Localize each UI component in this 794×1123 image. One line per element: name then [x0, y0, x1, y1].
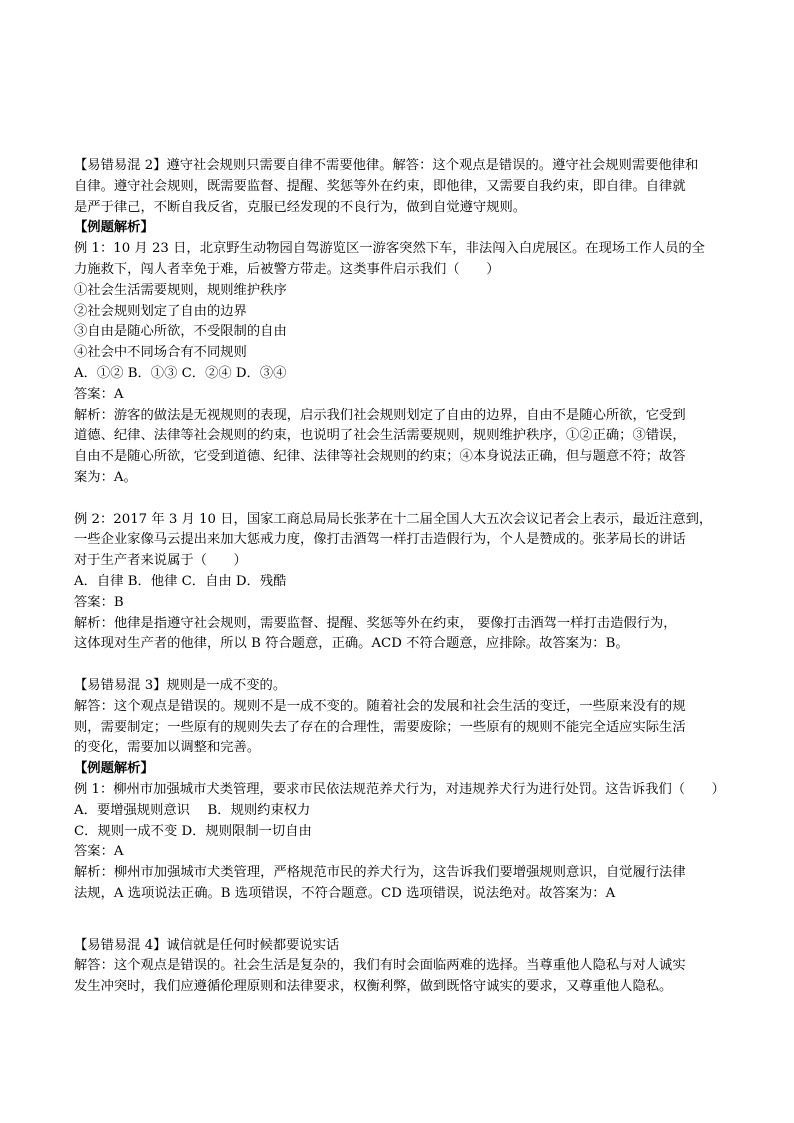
text-line: 道德、纪律、法律等社会规则的约束，也说明了社会生活需要规则，规则维护秩序，①②正确；③错误，	[74, 428, 686, 444]
text-line: 自由不是随心所欲，它受到道德、纪律、法律等社会规则的约束；④本身说法正确，但与题意不符；故答	[74, 449, 686, 465]
text-line: 答案：A	[74, 386, 124, 402]
text-line: 发生冲突时，我们应遵循伦理原则和法律要求，权衡利弊，做到既恪守诚实的要求，又尊重他人隐私。	[74, 979, 673, 995]
text-line: 这体现对生产者的他律，所以 B 符合题意，正确。ACD 不符合题意，应排除。故答案为：B。	[74, 636, 629, 652]
text-line: A．要增强规则意识 B．规则约束权力	[74, 802, 311, 818]
text-line: 例 1：10 月 23 日，北京野生动物园自驾游览区一游客突然下车，非法闯入白虎展区。在现场工作人员的全	[74, 241, 705, 257]
text-line: 例 1：柳州市加强城市犬类管理，要求市民依法规范养犬行为，对违规养犬行为进行处罚。这告诉我们（ ）	[74, 781, 725, 797]
text-line: 是严于律己，不断自我反省，克服已经发现的不良行为，做到自觉遵守规则。	[74, 199, 527, 215]
section-heading: 【例题解析】	[74, 220, 154, 236]
text-line: 答案：A	[74, 844, 124, 860]
text-line: 解析：他律是指遵守社会规则，需要监督、提醒、奖惩等外在约束， 要像打击酒驾一样打击造假行为，	[74, 615, 677, 631]
text-line: 【易错易混 2】遵守社会规则只需要自律不需要他律。解答：这个观点是错误的。遵守社会规则需要他律和	[74, 158, 699, 173]
section-heading: 【例题解析】	[74, 761, 154, 777]
text-line: ②社会规则划定了自由的边界	[74, 303, 247, 319]
document-body	[74, 156, 724, 998]
text-line: 力施救下，闯人者幸免于难，后被警方带走。这类事件启示我们（ ）	[74, 261, 500, 277]
text-line: 【易错易混 3】规则是一成不变的。	[74, 677, 287, 693]
text-line: 解析：柳州市加强城市犬类管理，严格规范市民的养犬行为，这告诉我们要增强规则意识，自觉履行法律	[74, 865, 686, 881]
text-line: 自律。遵守社会规则，既需要监督、提醒、奖惩等外在约束，即他律，又需要自我约束，即自律。自律就	[74, 178, 686, 194]
text-line: 解答：这个观点是错误的。社会生活是复杂的，我们有时会面临两难的选择。当尊重他人隐私与对人诚实	[74, 958, 686, 974]
text-line: 解答：这个观点是错误的。规则不是一成不变的。随着社会的发展和社会生活的变迁，一些原来没有的规	[74, 698, 686, 714]
text-line: ④社会中不同场合有不同规则	[74, 345, 247, 361]
text-line: 则，需要制定；一些原有的规则失去了存在的合理性，需要废除；一些原有的规则不能完全适应实际生活	[74, 719, 686, 735]
text-line: ①社会生活需要规则，规则维护秩序	[74, 282, 287, 298]
text-line: 法规，A 选项说法正确。B 选项错误，不符合题意。CD 选项错误，说法绝对。故答案为：A	[74, 885, 616, 901]
paragraph-gap	[74, 905, 724, 936]
text-line: 案为：A。	[74, 469, 137, 485]
text-line: 解析：游客的做法是无视规则的表现，启示我们社会规则划定了自由的边界，自由不是随心所欲，它受到	[74, 407, 686, 423]
text-line: 对于生产者来说属于（ ）	[74, 553, 247, 569]
text-line: ③自由是随心所欲，不受限制的自由	[74, 324, 287, 340]
text-line: A．①② B．①③ C．②④ D．③④	[74, 365, 287, 381]
text-line: C．规则一成不变 D．规则限制一切自由	[74, 823, 312, 839]
text-line: 一些企业家像马云提出来加大惩戒力度，像打击酒驾一样打击造假行为，个人是赞成的。张茅局长的讲话	[74, 532, 686, 548]
paragraph-gap	[74, 655, 724, 676]
text-line: A．自律 B．他律 C．自由 D．残酷	[74, 573, 287, 589]
text-line: 答案：B	[74, 594, 124, 610]
paragraph-gap	[74, 489, 724, 510]
text-line: 例 2：2017 年 3 月 10 日，国家工商总局局长张茅在十二届全国人大五次会议记者会上表示，最近注意到，	[74, 511, 713, 527]
text-line: 【易错易混 4】诚信就是任何时候都要说实话	[74, 937, 340, 953]
text-line: 的变化，需要加以调整和完善。	[74, 740, 261, 756]
